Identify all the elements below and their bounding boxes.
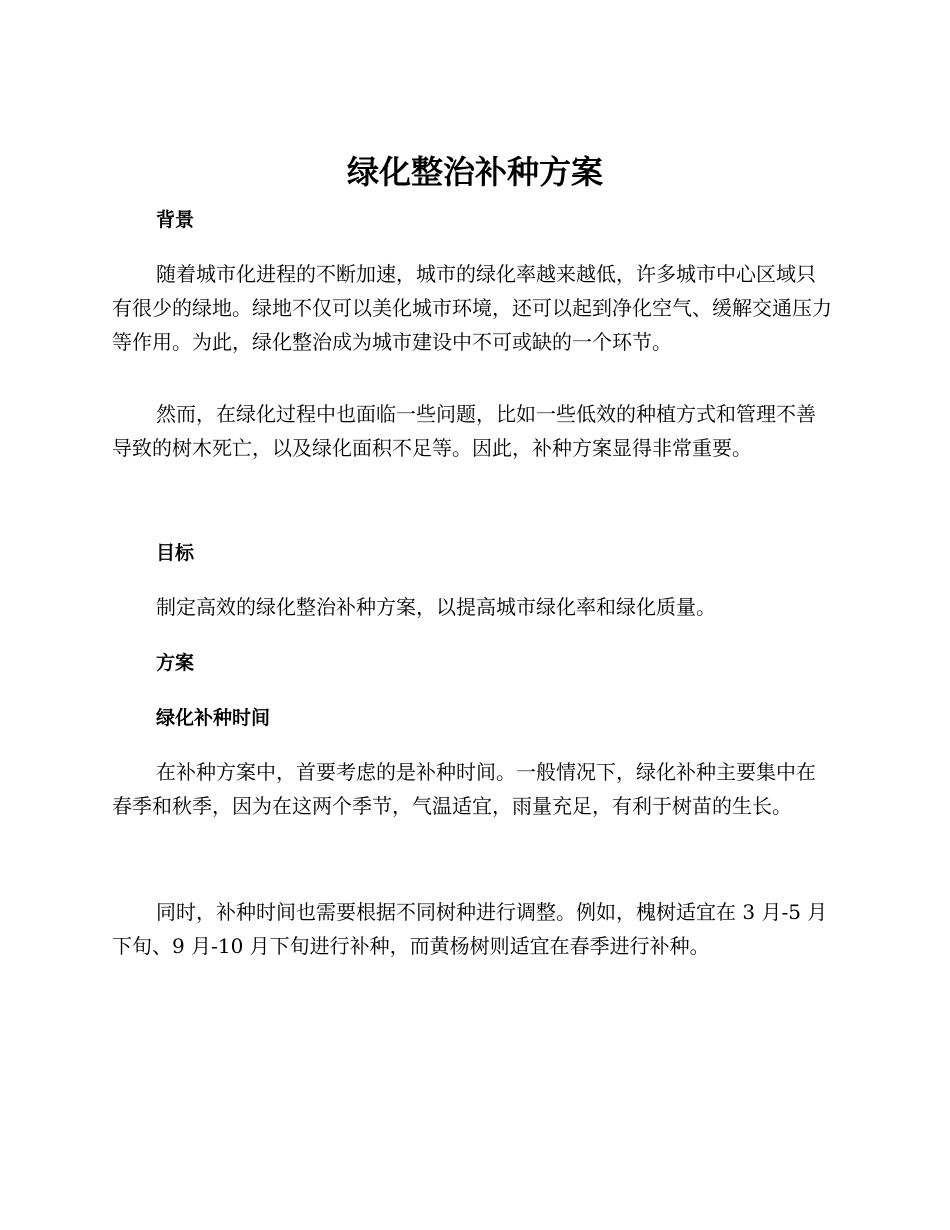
section-heading-timing: 绿化补种时间 xyxy=(156,707,271,729)
document-title: 绿化整治补种方案 xyxy=(346,153,603,191)
paragraph-background-2: 然而，在绿化过程中也面临一些问题，比如一些低效的种植方式和管理不善导致的树木死亡，以及绿化面积不足等。因此，补种方案显得非常重要。 xyxy=(112,402,816,460)
paragraph-timing-2: 同时，补种时间也需要根据不同树种进行调整。例如，槐树适宜在 3 月-5 月下旬、9 月-10 月下旬进行补种，而黄杨树则适宜在春季进行补种。 xyxy=(112,900,828,958)
paragraph-timing-1: 在补种方案中，首要考虑的是补种时间。一般情况下，绿化补种主要集中在春季和秋季，因为在这两个季节，气温适宜，雨量充足，有利于树苗的生长。 xyxy=(112,760,816,818)
section-heading-background: 背景 xyxy=(156,209,195,231)
section-heading-plan: 方案 xyxy=(156,652,195,674)
paragraph-background-1: 随着城市化进程的不断加速，城市的绿化率越来越低，许多城市中心区域只有很少的绿地。绿地不仅可以美化城市环境，还可以起到净化空气、缓解交通压力等作用。为此，绿化整治成为城市建设中不可或缺的一个环节。 xyxy=(112,262,832,354)
section-heading-goal: 目标 xyxy=(156,542,195,564)
paragraph-goal-1: 制定高效的绿化整治补种方案，以提高城市绿化率和绿化质量。 xyxy=(156,595,716,619)
